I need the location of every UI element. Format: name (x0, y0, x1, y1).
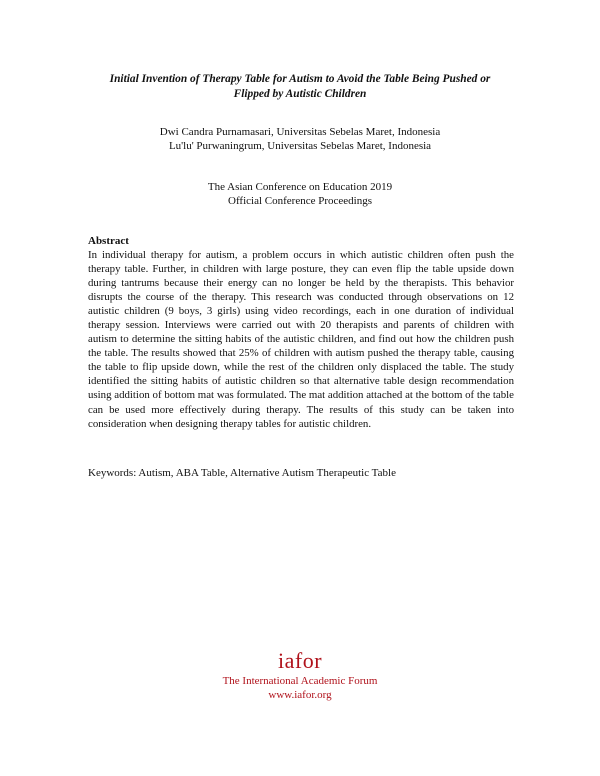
keywords: Keywords: Autism, ABA Table, Alternative Autism Therapeutic Table (88, 467, 396, 479)
publisher-footer (100, 648, 500, 702)
author-list (90, 125, 510, 153)
iafor-logo: iafor (277, 648, 323, 673)
conference-name: The Asian Conference on Education 2019 (207, 181, 393, 193)
publisher-website: www.iafor.org (268, 689, 332, 701)
author-1: Dwi Candra Purnamasari, Universitas Sebelas Maret, Indonesia (159, 126, 441, 138)
paper-title-line-2: Flipped by Autistic Children (233, 88, 367, 100)
paper-title-line-1: Initial Invention of Therapy Table for Autism to Avoid the Table Being Pushed or (109, 73, 491, 85)
abstract-heading: Abstract (88, 235, 129, 247)
publisher-name: The International Academic Forum (222, 675, 378, 687)
author-2: Lu'lu' Purwaningrum, Universitas Sebelas Maret, Indonesia (168, 140, 432, 152)
conference-info (90, 180, 510, 208)
abstract-body: In individual therapy for autism, a problem occurs in which autistic children often push the therapy table. Further, in children with large posture, they can even flip the table upside down during tantrums because their energy can no longer be held by the therapists. This behavior disrupts the course of the therapy. This research was conducted through observations on 12 autistic children (9 boys, 3 girls) using video recordings, each in one duration of individual therapy session. Interviews were carried out with 20 therapists and parents of children with autism to determine the sitting habits of the autistic children, and find out how the children push the table. The results showed that 25% of children with autism pushed the therapy table, causing the table to flip upside down, while the rest of the children only displaced the table. The study identified the sitting habits of autistic children so that alternative table design recommendation using addition of bottom mat was formulated. The mat addition attached at the bottom of the table can be used more effectively during therapy. The results of this study can be taken into consideration when designing therapy tables for autistic children. (88, 249, 514, 430)
proceedings-label: Official Conference Proceedings (228, 195, 372, 207)
paper-title (90, 72, 510, 102)
